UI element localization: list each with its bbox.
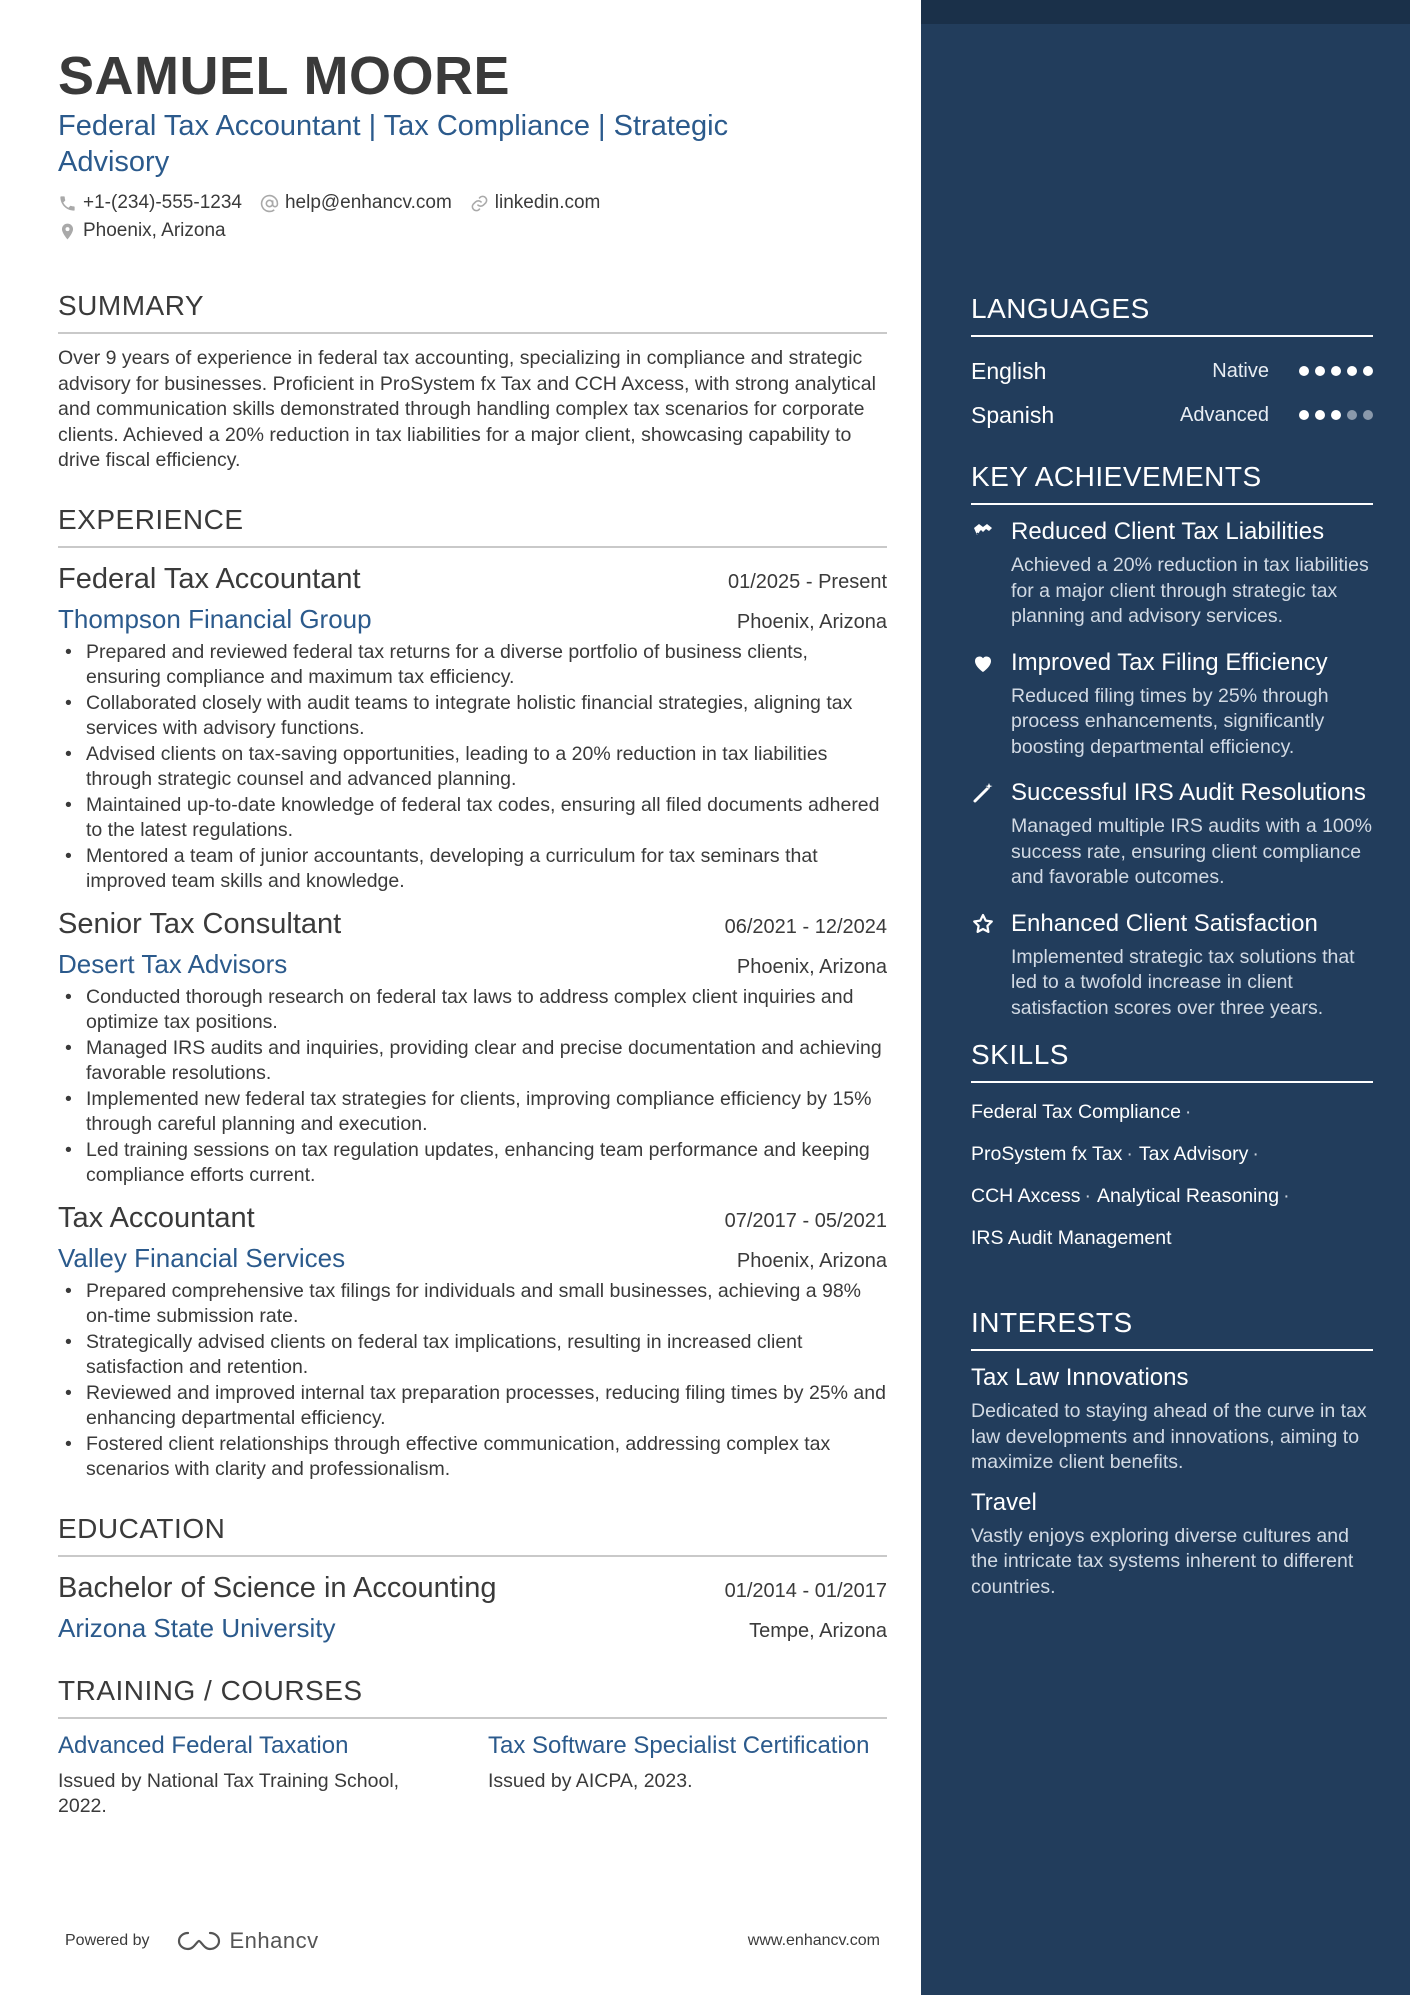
rating-dot	[1363, 410, 1373, 420]
job-location: Phoenix, Arizona	[736, 1249, 887, 1272]
headline: Federal Tax Accountant | Tax Compliance | Strategic Advisory	[58, 110, 729, 178]
skills-heading: SKILLS	[971, 1039, 1373, 1083]
skill-item: CCH Axcess	[971, 1185, 1081, 1207]
job-bullets	[58, 640, 887, 895]
training-heading: TRAINING / COURSES	[58, 1675, 887, 1719]
job-title: Federal Tax Accountant	[58, 562, 361, 595]
job-bullets	[58, 1279, 887, 1483]
location-text: Phoenix, Arizona	[83, 220, 226, 241]
achievements-heading: KEY ACHIEVEMENTS	[971, 461, 1373, 505]
achievement-item	[971, 648, 1373, 761]
interests-heading: INTERESTS	[971, 1307, 1373, 1351]
job-bullet: • Managed IRS audits and inquiries, providing clear and precise documentation and achieving favorable resolutions.	[58, 1036, 887, 1087]
at-sign-icon	[260, 194, 279, 213]
magic-wand-icon	[971, 781, 995, 805]
course-desc: Issued by National Tax Training School, 2022.	[58, 1769, 400, 1817]
course-title: Advanced Federal Taxation	[58, 1731, 349, 1759]
summary-heading: SUMMARY	[58, 290, 887, 334]
education-dates: 01/2014 - 01/2017	[724, 1579, 887, 1602]
job-bullet: • Conducted thorough research on federal tax laws to address complex client inquiries and optimize tax positions.	[58, 985, 887, 1036]
achievements-section	[971, 461, 1373, 1021]
language-rating	[1299, 366, 1373, 376]
achievement-title: Improved Tax Filing Efficiency	[1011, 648, 1328, 676]
education-location: Tempe, Arizona	[749, 1619, 887, 1642]
course-desc: Issued by AICPA, 2023.	[488, 1769, 693, 1792]
skills-list: Federal Tax Compliance · ProSystem fx Tax · Tax Advisory · CCH Axcess · Analytical Reasoning · IRS Audit Management	[971, 1101, 1290, 1249]
job-bullet: • Advised clients on tax-saving opportunities, leading to a 20% reduction in tax liabilities through strategic counsel and advanced planning.	[58, 742, 887, 793]
phone-icon	[58, 194, 77, 213]
rating-dot	[1331, 366, 1341, 376]
interest-title: Tax Law Innovations	[971, 1364, 1189, 1391]
job-bullet: • Mentored a team of junior accountants, developing a curriculum for tax seminars that improved team skills and knowledge.	[58, 844, 887, 895]
job-location: Phoenix, Arizona	[736, 610, 887, 633]
job-bullet: • Fostered client relationships through effective communication, addressing complex tax scenarios with clarity and professionalism.	[58, 1432, 887, 1483]
job-entry	[58, 560, 887, 895]
achievement-item	[971, 909, 1373, 1022]
heart-icon	[971, 651, 995, 675]
star-icon	[971, 912, 995, 936]
sidebar	[921, 0, 1410, 1995]
achievement-title: Enhanced Client Satisfaction	[1011, 909, 1318, 937]
phone-text: +1-(234)-555-1234	[83, 192, 242, 213]
language-item	[971, 393, 1373, 437]
location-pin-icon	[58, 222, 77, 241]
language-level: Native	[1212, 359, 1269, 382]
skill-item: IRS Audit Management	[971, 1227, 1172, 1249]
skill-item: ProSystem fx Tax	[971, 1143, 1123, 1165]
degree: Bachelor of Science in Accounting	[58, 1571, 497, 1604]
interests-section	[971, 1307, 1373, 1600]
summary-section	[58, 290, 887, 474]
language-name: English	[971, 357, 1047, 384]
job-bullet: • Reviewed and improved internal tax preparation processes, reducing filing times by 25% and enhancing departmental efficiency.	[58, 1381, 887, 1432]
achievement-title: Successful IRS Audit Resolutions	[1011, 779, 1366, 806]
job-bullets	[58, 985, 887, 1189]
job-entry	[58, 905, 887, 1189]
job-location: Phoenix, Arizona	[736, 955, 887, 978]
languages-section	[971, 293, 1373, 437]
language-item	[971, 349, 1373, 393]
achievement-desc: Achieved a 20% reduction in tax liabilities for a major client through strategic tax planning and advisory services.	[1011, 554, 1369, 627]
powered-by-text: Powered by	[65, 1932, 150, 1949]
skills-section	[971, 1039, 1373, 1259]
job-title: Senior Tax Consultant	[58, 907, 342, 940]
achievement-desc: Implemented strategic tax solutions that led to a twofold increase in client satisfaction scores over three years.	[1011, 945, 1355, 1019]
contact-info	[58, 192, 758, 242]
rating-dot	[1347, 410, 1357, 420]
brand-name: Enhancv	[229, 1928, 319, 1953]
interest-desc: Vastly enjoys exploring diverse cultures and the intricate tax systems inherent to different countries.	[971, 1524, 1354, 1598]
training-section	[58, 1675, 887, 1820]
skill-item: Tax Advisory	[1138, 1143, 1249, 1165]
skill-item: Analytical Reasoning	[1096, 1185, 1280, 1207]
job-company: Valley Financial Services	[58, 1242, 346, 1273]
job-dates: 07/2017 - 05/2021	[724, 1209, 887, 1232]
contact-linkedin[interactable]	[470, 192, 601, 214]
rating-dot	[1331, 410, 1341, 420]
language-name: Spanish	[971, 401, 1055, 428]
school: Arizona State University	[58, 1612, 336, 1643]
email-text: help@enhancv.com	[284, 192, 452, 213]
job-bullet: • Prepared comprehensive tax filings for individuals and small businesses, achieving a 98% on-time submission rate.	[58, 1279, 887, 1330]
candidate-name: SAMUEL MOORE	[58, 46, 511, 106]
handshake-icon	[971, 520, 995, 544]
rating-dot	[1363, 366, 1373, 376]
contact-location	[58, 220, 226, 242]
rating-dot	[1315, 410, 1325, 420]
rating-dot	[1299, 366, 1309, 376]
course-item	[488, 1731, 878, 1820]
job-bullet: • Led training sessions on tax regulation updates, enhancing team performance and keeping compliance efforts current.	[58, 1138, 887, 1189]
language-level: Advanced	[1180, 403, 1269, 426]
rating-dot	[1299, 410, 1309, 420]
contact-email[interactable]	[260, 192, 452, 214]
linkedin-text: linkedin.com	[494, 192, 601, 213]
brand-logo[interactable]	[176, 1928, 319, 1954]
experience-heading: EXPERIENCE	[58, 504, 887, 548]
rating-dot	[1315, 366, 1325, 376]
footer	[65, 1928, 880, 1954]
education-section	[58, 1513, 887, 1645]
rating-dot	[1347, 366, 1357, 376]
job-company: Desert Tax Advisors	[58, 948, 288, 979]
interest-title: Travel	[971, 1488, 1037, 1516]
interest-desc: Dedicated to staying ahead of the curve in tax law developments and innovations, aiming to maximize client benefits.	[971, 1400, 1367, 1473]
job-bullet: • Strategically advised clients on federal tax implications, resulting in increased client satisfaction and retention.	[58, 1330, 887, 1381]
sidebar-top-bar	[921, 0, 1410, 24]
job-company: Thompson Financial Group	[58, 603, 372, 634]
experience-section	[58, 504, 887, 1483]
achievement-item	[971, 517, 1373, 630]
achievement-item	[971, 778, 1373, 891]
enhancv-logo-icon	[176, 1929, 222, 1953]
main-column	[58, 44, 887, 1820]
summary-text: Over 9 years of experience in federal tax accounting, specializing in compliance and strategic advisory for businesses. Proficient in ProSystem fx Tax and CCH Axcess, with strong analytical and communication skills demonstrated through handling complex tax scenarios for corporate clients. Achieved a 20% reduction in tax liabilities for a major client, showcasing capability to drive fiscal efficiency.	[58, 347, 876, 471]
achievement-desc: Reduced filing times by 25% through process enhancements, significantly boosting departmental efficiency.	[1011, 684, 1329, 758]
achievement-title: Reduced Client Tax Liabilities	[1011, 518, 1325, 545]
job-entry	[58, 1199, 887, 1483]
link-icon	[470, 194, 489, 213]
footer-url[interactable]: www.enhancv.com	[747, 1932, 880, 1949]
skill-item: Federal Tax Compliance	[971, 1101, 1181, 1123]
course-title: Tax Software Specialist Certification	[488, 1731, 870, 1759]
job-bullet: • Collaborated closely with audit teams to integrate holistic financial strategies, aligning tax services with advisory functions.	[58, 691, 887, 742]
course-item	[58, 1731, 448, 1820]
job-bullet: • Prepared and reviewed federal tax returns for a diverse portfolio of business clients, ensuring compliance and maximum tax efficiency.	[58, 640, 887, 691]
job-dates: 01/2025 - Present	[728, 570, 887, 593]
language-rating	[1299, 410, 1373, 420]
achievement-desc: Managed multiple IRS audits with a 100% success rate, ensuring client compliance and favorable outcomes.	[1011, 815, 1372, 888]
job-bullet: • Maintained up-to-date knowledge of federal tax codes, ensuring all filed documents adhered to the latest regulations.	[58, 793, 887, 844]
education-heading: EDUCATION	[58, 1513, 887, 1557]
languages-heading: LANGUAGES	[971, 293, 1373, 337]
contact-phone[interactable]	[58, 192, 242, 214]
job-title: Tax Accountant	[58, 1201, 255, 1234]
job-dates: 06/2021 - 12/2024	[724, 915, 887, 938]
job-bullet: • Implemented new federal tax strategies for clients, improving compliance efficiency by 15% through careful planning and execution.	[58, 1087, 887, 1138]
